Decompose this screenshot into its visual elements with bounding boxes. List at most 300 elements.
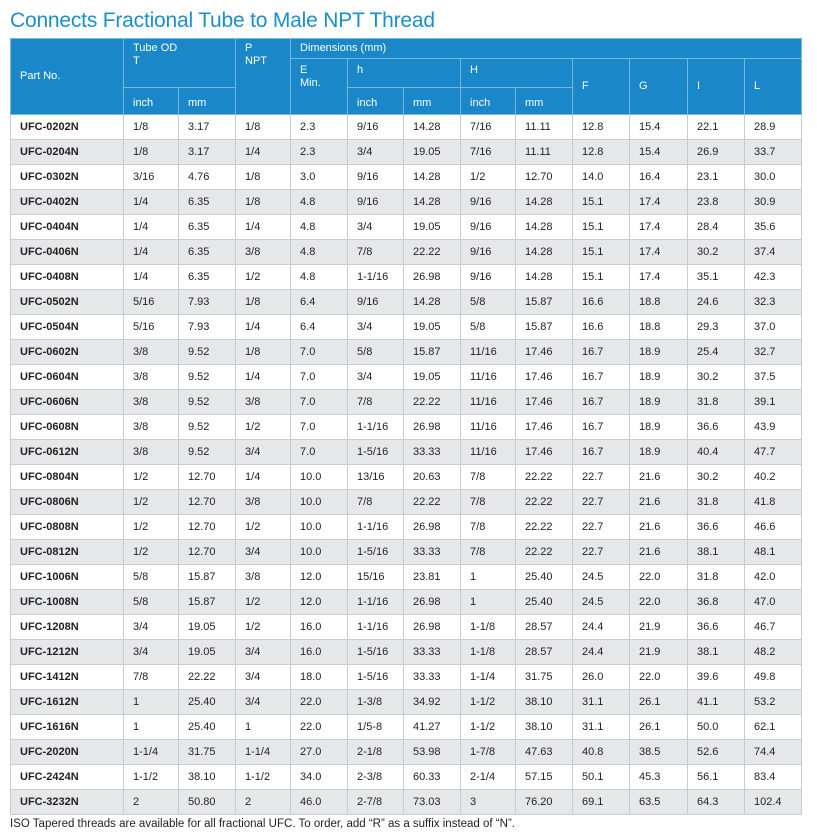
cell-e-min: 22.0 [291, 715, 348, 740]
cell-tube-od-inch: 1/2 [124, 465, 179, 490]
cell-h-small-inch: 1-1/16 [348, 590, 404, 615]
table-row [11, 765, 802, 790]
cell-f: 16.7 [573, 340, 630, 365]
cell-h-small-mm: 20.63 [404, 465, 461, 490]
cell-h-large-mm: 15.87 [516, 290, 573, 315]
cell-g: 18.8 [630, 290, 688, 315]
cell-part-no: UFC-0604N [11, 365, 124, 390]
cell-h-small-inch: 7/8 [348, 390, 404, 415]
cell-h-small-mm: 33.33 [404, 440, 461, 465]
cell-l: 37.0 [745, 315, 802, 340]
cell-tube-od-inch: 3/8 [124, 365, 179, 390]
cell-npt: 1-1/2 [236, 765, 291, 790]
header-tube-od-label: Tube OD [133, 42, 178, 54]
cell-i: 35.1 [688, 265, 745, 290]
table-row [11, 190, 802, 215]
header-h-large-mm: mm [516, 88, 573, 115]
cell-f: 16.6 [573, 315, 630, 340]
cell-h-small-inch: 9/16 [348, 290, 404, 315]
cell-g: 18.9 [630, 340, 688, 365]
cell-l: 35.6 [745, 215, 802, 240]
cell-e-min: 27.0 [291, 740, 348, 765]
cell-npt: 1/8 [236, 340, 291, 365]
cell-h-small-inch: 1-1/16 [348, 615, 404, 640]
cell-h-large-mm: 14.28 [516, 265, 573, 290]
cell-l: 48.2 [745, 640, 802, 665]
cell-g: 22.0 [630, 590, 688, 615]
cell-l: 30.0 [745, 165, 802, 190]
cell-i: 64.3 [688, 790, 745, 815]
cell-f: 15.1 [573, 190, 630, 215]
table-row [11, 140, 802, 165]
cell-h-large-mm: 11.11 [516, 115, 573, 140]
cell-h-small-inch: 9/16 [348, 165, 404, 190]
cell-tube-od-mm: 6.35 [179, 265, 236, 290]
cell-h-large-mm: 17.46 [516, 440, 573, 465]
cell-tube-od-mm: 6.35 [179, 240, 236, 265]
table-row [11, 165, 802, 190]
cell-g: 18.9 [630, 440, 688, 465]
cell-f: 24.5 [573, 590, 630, 615]
cell-h-large-mm: 25.40 [516, 565, 573, 590]
cell-e-min: 10.0 [291, 515, 348, 540]
cell-tube-od-mm: 3.17 [179, 140, 236, 165]
table-body [11, 115, 802, 815]
cell-e-min: 3.0 [291, 165, 348, 190]
cell-part-no: UFC-1208N [11, 615, 124, 640]
cell-g: 18.8 [630, 315, 688, 340]
table-header [11, 39, 802, 115]
cell-tube-od-inch: 1 [124, 715, 179, 740]
header-h-small-inch: inch [348, 88, 404, 115]
cell-e-min: 4.8 [291, 190, 348, 215]
cell-f: 12.8 [573, 115, 630, 140]
cell-h-large-mm: 17.46 [516, 340, 573, 365]
cell-i: 36.6 [688, 615, 745, 640]
cell-tube-od-inch: 1/4 [124, 240, 179, 265]
cell-l: 47.7 [745, 440, 802, 465]
cell-e-min: 6.4 [291, 315, 348, 340]
cell-h-large-mm: 22.22 [516, 540, 573, 565]
cell-h-small-inch: 1-1/16 [348, 415, 404, 440]
cell-h-large-inch: 9/16 [461, 265, 516, 290]
cell-e-min: 7.0 [291, 415, 348, 440]
cell-i: 29.3 [688, 315, 745, 340]
cell-l: 32.7 [745, 340, 802, 365]
cell-h-large-inch: 1-1/8 [461, 640, 516, 665]
cell-tube-od-mm: 15.87 [179, 565, 236, 590]
cell-tube-od-mm: 9.52 [179, 390, 236, 415]
cell-h-small-mm: 60.33 [404, 765, 461, 790]
header-tube-od [124, 39, 236, 88]
cell-h-large-mm: 22.22 [516, 515, 573, 540]
cell-npt: 3/4 [236, 665, 291, 690]
cell-g: 17.4 [630, 215, 688, 240]
cell-i: 41.1 [688, 690, 745, 715]
cell-l: 53.2 [745, 690, 802, 715]
cell-l: 32.3 [745, 290, 802, 315]
cell-h-small-inch: 3/4 [348, 315, 404, 340]
cell-h-small-inch: 3/4 [348, 140, 404, 165]
cell-tube-od-mm: 9.52 [179, 440, 236, 465]
cell-part-no: UFC-0804N [11, 465, 124, 490]
cell-h-small-inch: 15/16 [348, 565, 404, 590]
cell-h-large-inch: 7/8 [461, 540, 516, 565]
cell-f: 16.6 [573, 290, 630, 315]
header-p-label: P [245, 42, 253, 54]
cell-g: 21.6 [630, 490, 688, 515]
cell-h-large-inch: 11/16 [461, 365, 516, 390]
cell-e-min: 10.0 [291, 540, 348, 565]
cell-l: 62.1 [745, 715, 802, 740]
cell-l: 102.4 [745, 790, 802, 815]
cell-h-small-mm: 19.05 [404, 365, 461, 390]
cell-i: 25.4 [688, 340, 745, 365]
cell-e-min: 7.0 [291, 440, 348, 465]
cell-h-large-mm: 57.15 [516, 765, 573, 790]
cell-h-small-inch: 3/4 [348, 365, 404, 390]
cell-h-small-inch: 9/16 [348, 115, 404, 140]
cell-tube-od-mm: 4.76 [179, 165, 236, 190]
cell-part-no: UFC-0602N [11, 340, 124, 365]
cell-part-no: UFC-1212N [11, 640, 124, 665]
cell-h-large-inch: 1-7/8 [461, 740, 516, 765]
cell-g: 16.4 [630, 165, 688, 190]
cell-h-small-mm: 19.05 [404, 140, 461, 165]
cell-h-small-mm: 22.22 [404, 390, 461, 415]
cell-part-no: UFC-0402N [11, 190, 124, 215]
cell-h-small-inch: 1-5/16 [348, 640, 404, 665]
cell-npt: 3/8 [236, 240, 291, 265]
cell-f: 26.0 [573, 665, 630, 690]
cell-l: 37.5 [745, 365, 802, 390]
header-tube-od-inch: inch [124, 88, 179, 115]
cell-npt: 1/4 [236, 465, 291, 490]
cell-h-large-inch: 1 [461, 565, 516, 590]
spec-table [10, 38, 802, 815]
cell-tube-od-inch: 1/4 [124, 215, 179, 240]
cell-e-min: 4.8 [291, 240, 348, 265]
table-row [11, 415, 802, 440]
cell-i: 40.4 [688, 440, 745, 465]
cell-f: 12.8 [573, 140, 630, 165]
cell-h-large-mm: 47.63 [516, 740, 573, 765]
cell-l: 43.9 [745, 415, 802, 440]
cell-part-no: UFC-0812N [11, 540, 124, 565]
cell-f: 15.1 [573, 215, 630, 240]
cell-h-small-mm: 14.28 [404, 115, 461, 140]
cell-h-small-inch: 2-1/8 [348, 740, 404, 765]
cell-g: 38.5 [630, 740, 688, 765]
header-l: L [745, 59, 802, 115]
cell-h-small-mm: 23.81 [404, 565, 461, 590]
cell-l: 83.4 [745, 765, 802, 790]
cell-npt: 1/8 [236, 190, 291, 215]
cell-h-small-inch: 7/8 [348, 490, 404, 515]
cell-h-large-mm: 15.87 [516, 315, 573, 340]
table-row [11, 490, 802, 515]
cell-l: 42.0 [745, 565, 802, 590]
cell-i: 36.8 [688, 590, 745, 615]
cell-tube-od-inch: 3/16 [124, 165, 179, 190]
cell-l: 41.8 [745, 490, 802, 515]
cell-tube-od-mm: 22.22 [179, 665, 236, 690]
table-row [11, 115, 802, 140]
cell-e-min: 7.0 [291, 390, 348, 415]
cell-e-min: 6.4 [291, 290, 348, 315]
cell-part-no: UFC-0204N [11, 140, 124, 165]
table-row [11, 365, 802, 390]
header-h-large-inch: inch [461, 88, 516, 115]
cell-tube-od-inch: 2 [124, 790, 179, 815]
cell-h-small-inch: 7/8 [348, 240, 404, 265]
cell-h-large-mm: 14.28 [516, 190, 573, 215]
cell-h-large-inch: 3 [461, 790, 516, 815]
table-row [11, 465, 802, 490]
cell-npt: 1/2 [236, 265, 291, 290]
cell-f: 15.1 [573, 265, 630, 290]
cell-h-small-mm: 26.98 [404, 615, 461, 640]
header-g: G [630, 59, 688, 115]
cell-l: 74.4 [745, 740, 802, 765]
cell-tube-od-mm: 7.93 [179, 315, 236, 340]
cell-g: 26.1 [630, 690, 688, 715]
cell-tube-od-inch: 5/16 [124, 315, 179, 340]
cell-part-no: UFC-0404N [11, 215, 124, 240]
cell-g: 22.0 [630, 565, 688, 590]
cell-tube-od-mm: 12.70 [179, 540, 236, 565]
cell-h-large-inch: 7/16 [461, 140, 516, 165]
cell-h-large-mm: 28.57 [516, 615, 573, 640]
cell-tube-od-mm: 15.87 [179, 590, 236, 615]
cell-h-small-inch: 1-3/8 [348, 690, 404, 715]
header-h-large: H [461, 59, 573, 88]
cell-g: 18.9 [630, 390, 688, 415]
cell-g: 17.4 [630, 190, 688, 215]
cell-i: 31.8 [688, 565, 745, 590]
cell-h-large-mm: 76.20 [516, 790, 573, 815]
cell-f: 24.5 [573, 565, 630, 590]
cell-h-large-mm: 38.10 [516, 715, 573, 740]
cell-h-large-inch: 1-1/4 [461, 665, 516, 690]
cell-l: 49.8 [745, 665, 802, 690]
cell-part-no: UFC-0606N [11, 390, 124, 415]
cell-h-large-mm: 38.10 [516, 690, 573, 715]
cell-h-large-mm: 22.22 [516, 465, 573, 490]
header-tube-od-mm: mm [179, 88, 236, 115]
cell-tube-od-mm: 25.40 [179, 715, 236, 740]
cell-i: 30.2 [688, 465, 745, 490]
cell-h-large-mm: 17.46 [516, 365, 573, 390]
cell-npt: 3/8 [236, 565, 291, 590]
cell-i: 39.6 [688, 665, 745, 690]
cell-h-small-mm: 14.28 [404, 190, 461, 215]
table-row [11, 565, 802, 590]
cell-npt: 1/2 [236, 515, 291, 540]
cell-h-small-inch: 1-5/16 [348, 440, 404, 465]
cell-h-large-inch: 11/16 [461, 440, 516, 465]
header-p-npt [236, 39, 291, 115]
cell-h-small-inch: 2-7/8 [348, 790, 404, 815]
cell-l: 47.0 [745, 590, 802, 615]
cell-h-small-inch: 5/8 [348, 340, 404, 365]
cell-h-large-inch: 1-1/2 [461, 715, 516, 740]
cell-h-small-inch: 3/4 [348, 215, 404, 240]
cell-l: 30.9 [745, 190, 802, 215]
cell-f: 22.7 [573, 540, 630, 565]
cell-part-no: UFC-0806N [11, 490, 124, 515]
cell-i: 36.6 [688, 515, 745, 540]
cell-f: 14.0 [573, 165, 630, 190]
cell-part-no: UFC-1412N [11, 665, 124, 690]
table-row [11, 340, 802, 365]
cell-h-small-inch: 1-1/16 [348, 515, 404, 540]
cell-l: 48.1 [745, 540, 802, 565]
cell-tube-od-mm: 19.05 [179, 615, 236, 640]
cell-h-large-mm: 14.28 [516, 240, 573, 265]
table-row [11, 715, 802, 740]
cell-f: 50.1 [573, 765, 630, 790]
header-part-no: Part No. [11, 39, 124, 115]
cell-npt: 1/4 [236, 140, 291, 165]
cell-part-no: UFC-0612N [11, 440, 124, 465]
cell-e-min: 16.0 [291, 615, 348, 640]
cell-h-large-inch: 11/16 [461, 340, 516, 365]
cell-part-no: UFC-0202N [11, 115, 124, 140]
cell-tube-od-mm: 6.35 [179, 215, 236, 240]
cell-l: 28.9 [745, 115, 802, 140]
cell-tube-od-inch: 1/8 [124, 115, 179, 140]
cell-i: 38.1 [688, 540, 745, 565]
cell-h-small-inch: 9/16 [348, 190, 404, 215]
cell-h-large-inch: 7/8 [461, 465, 516, 490]
cell-tube-od-mm: 12.70 [179, 490, 236, 515]
cell-part-no: UFC-1616N [11, 715, 124, 740]
cell-i: 56.1 [688, 765, 745, 790]
cell-h-small-mm: 14.28 [404, 165, 461, 190]
cell-l: 46.6 [745, 515, 802, 540]
cell-h-small-inch: 1-5/16 [348, 665, 404, 690]
cell-part-no: UFC-0302N [11, 165, 124, 190]
cell-tube-od-mm: 9.52 [179, 415, 236, 440]
cell-h-small-mm: 33.33 [404, 665, 461, 690]
cell-e-min: 46.0 [291, 790, 348, 815]
cell-f: 22.7 [573, 465, 630, 490]
header-min-label: Min. [300, 77, 321, 89]
cell-tube-od-inch: 5/8 [124, 565, 179, 590]
cell-i: 23.1 [688, 165, 745, 190]
cell-npt: 3/8 [236, 490, 291, 515]
header-e-label: E [300, 64, 308, 76]
cell-npt: 1/4 [236, 315, 291, 340]
cell-h-small-mm: 22.22 [404, 240, 461, 265]
cell-g: 17.4 [630, 265, 688, 290]
cell-g: 45.3 [630, 765, 688, 790]
cell-h-large-mm: 17.46 [516, 415, 573, 440]
cell-g: 21.9 [630, 640, 688, 665]
table-row [11, 590, 802, 615]
cell-h-large-mm: 22.22 [516, 490, 573, 515]
cell-h-large-inch: 1 [461, 590, 516, 615]
cell-h-large-inch: 7/8 [461, 515, 516, 540]
cell-h-small-mm: 41.27 [404, 715, 461, 740]
table-row [11, 315, 802, 340]
cell-i: 24.6 [688, 290, 745, 315]
table-row [11, 740, 802, 765]
cell-h-large-inch: 5/8 [461, 315, 516, 340]
cell-part-no: UFC-0808N [11, 515, 124, 540]
cell-h-large-mm: 11.11 [516, 140, 573, 165]
cell-part-no: UFC-1008N [11, 590, 124, 615]
cell-tube-od-inch: 1-1/4 [124, 740, 179, 765]
header-npt-label: NPT [245, 55, 268, 67]
table-row [11, 640, 802, 665]
cell-npt: 1/8 [236, 290, 291, 315]
cell-g: 26.1 [630, 715, 688, 740]
cell-f: 24.4 [573, 615, 630, 640]
table-row [11, 440, 802, 465]
cell-h-small-mm: 33.33 [404, 640, 461, 665]
cell-part-no: UFC-2424N [11, 765, 124, 790]
table-row [11, 290, 802, 315]
cell-e-min: 34.0 [291, 765, 348, 790]
table-row [11, 665, 802, 690]
cell-tube-od-inch: 1/2 [124, 515, 179, 540]
cell-e-min: 4.8 [291, 265, 348, 290]
cell-tube-od-inch: 1 [124, 690, 179, 715]
cell-npt: 3/4 [236, 540, 291, 565]
cell-npt: 3/4 [236, 690, 291, 715]
cell-g: 18.9 [630, 365, 688, 390]
cell-part-no: UFC-0406N [11, 240, 124, 265]
cell-tube-od-mm: 9.52 [179, 340, 236, 365]
cell-h-small-mm: 26.98 [404, 265, 461, 290]
cell-tube-od-inch: 3/4 [124, 640, 179, 665]
cell-e-min: 10.0 [291, 465, 348, 490]
cell-f: 22.7 [573, 515, 630, 540]
cell-tube-od-inch: 1/2 [124, 540, 179, 565]
table-row [11, 215, 802, 240]
cell-npt: 1/2 [236, 415, 291, 440]
cell-h-large-mm: 25.40 [516, 590, 573, 615]
cell-i: 30.2 [688, 365, 745, 390]
cell-h-small-mm: 19.05 [404, 315, 461, 340]
cell-e-min: 16.0 [291, 640, 348, 665]
cell-h-small-mm: 14.28 [404, 290, 461, 315]
cell-tube-od-mm: 7.93 [179, 290, 236, 315]
cell-part-no: UFC-0504N [11, 315, 124, 340]
cell-h-large-inch: 9/16 [461, 240, 516, 265]
cell-npt: 1 [236, 715, 291, 740]
cell-npt: 1/4 [236, 215, 291, 240]
cell-npt: 3/8 [236, 390, 291, 415]
cell-g: 21.6 [630, 540, 688, 565]
cell-i: 31.8 [688, 490, 745, 515]
cell-i: 22.1 [688, 115, 745, 140]
table-row [11, 390, 802, 415]
header-h-small-mm: mm [404, 88, 461, 115]
table-row [11, 240, 802, 265]
cell-h-large-mm: 14.28 [516, 215, 573, 240]
cell-npt: 3/4 [236, 640, 291, 665]
cell-h-large-inch: 2-1/4 [461, 765, 516, 790]
cell-g: 21.9 [630, 615, 688, 640]
cell-part-no: UFC-0408N [11, 265, 124, 290]
cell-h-small-mm: 33.33 [404, 540, 461, 565]
cell-l: 40.2 [745, 465, 802, 490]
cell-part-no: UFC-1006N [11, 565, 124, 590]
cell-tube-od-mm: 38.10 [179, 765, 236, 790]
